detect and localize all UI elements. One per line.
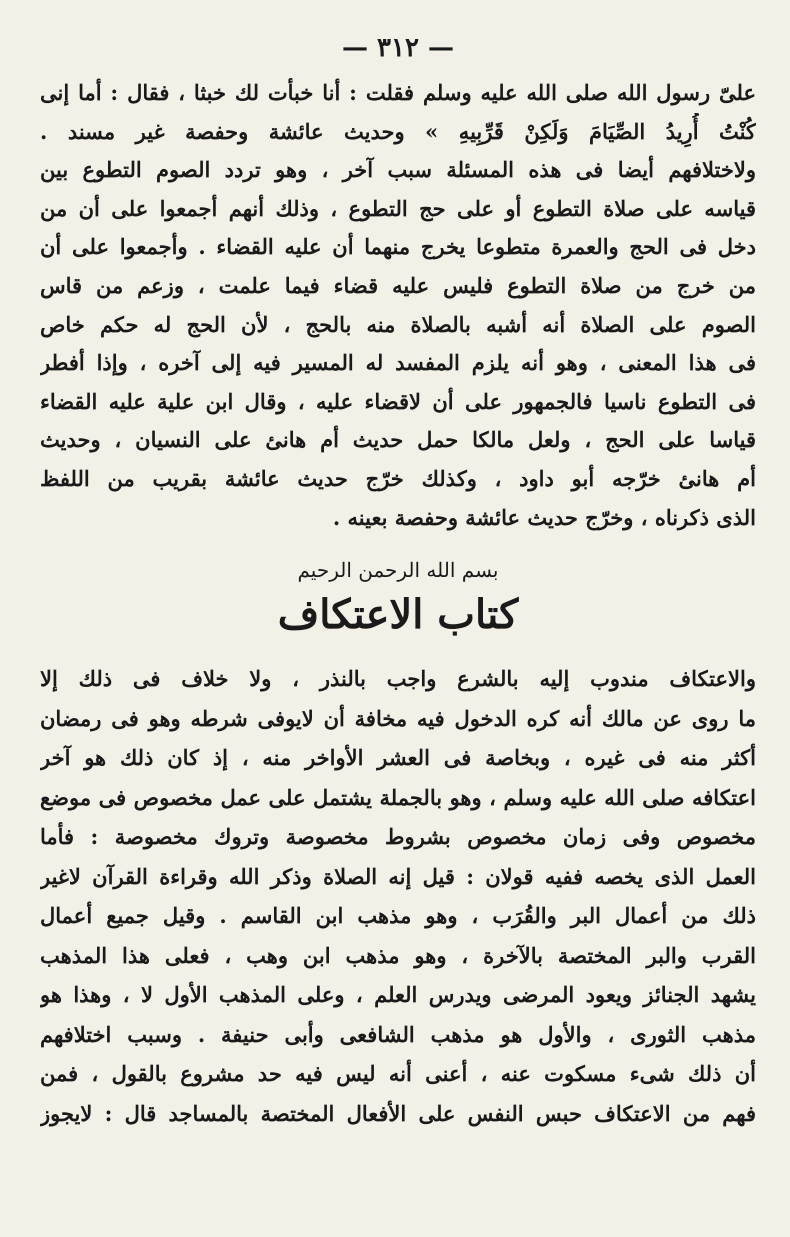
text-line: كُنْتُ أُرِيدُ الصِّيَامَ وَلَكِنْ قَرِّبِيهِ » وحديث عائشة وحفصة غير مسند . — [40, 118, 756, 144]
text-line: فهم من الاعتكاف حبس النفس على الأفعال المختصة بالمساجد قال : لايجوز — [40, 1100, 756, 1126]
text-line: ولاختلافهم أيضا فى هذه المسئلة سبب آخر ، وهو تردد الصوم التطوع بين — [40, 157, 756, 183]
text-line: فى التطوع ناسيا فالجمهور على أن لاقضاء عليه ، وقال ابن علية عليه القضاء — [40, 388, 756, 414]
page-number: — ٣١٢ — — [341, 33, 455, 63]
basmala: بسم الله الرحمن الرحيم — [297, 558, 499, 583]
text-line: الصوم على الصلاة أنه أشبه بالصلاة منه بالحج ، لأن الحج له حكم خاص — [40, 311, 756, 337]
text-line: اعتكافه صلى الله عليه وسلم ، وهو بالجملة يشتمل على عمل مخصوص فى موضع — [40, 784, 756, 810]
text-line: يشهد الجنائز ويعود المرضى ويدرس العلم ، وعلى المذهب الأول لا ، وهذا هو — [40, 982, 756, 1008]
text-line: والاعتكاف مندوب إليه بالشرع واجب بالنذر ، ولا خلاف فى ذلك إلا — [40, 666, 756, 692]
text-line: الذى ذكرناه ، وخرّج حديث عائشة وحفصة بعينه . — [332, 504, 756, 530]
text-line: القرب والبر المختصة بالآخرة ، وهو مذهب ابن وهب ، فعلى هذا المذهب — [40, 942, 756, 968]
text-line: فى هذا المعنى ، وهو أنه يلزم المفسد له المسير فيه إلى آخره ، وإذا أفطر — [40, 350, 756, 376]
text-line: دخل فى الحج والعمرة متطوعا يخرج منهما أن عليه القضاء . وأجمعوا على أن — [40, 234, 756, 260]
chapter-title: كتاب الاعتكاف — [277, 591, 519, 639]
text-line: العمل الذى يخصه ففيه قولان : قيل إنه الصلاة وذكر الله وقراءة القرآن لاغير — [40, 863, 756, 889]
text-line: مذهب الثورى ، والأول هو مذهب الشافعى وأبى حنيفة . وسبب اختلافهم — [40, 1021, 756, 1047]
text-line: أكثر منه فى غيره ، وبخاصة فى العشر الأواخر منه ، إذ كان ذلك هو آخر — [40, 745, 756, 771]
text-line: مخصوص وفى زمان مخصوص بشروط مخصوصة وتروك مخصوصة : فأما — [40, 824, 756, 850]
text-line: علىّ رسول الله صلى الله عليه وسلم فقلت : أنا خبأت لك خبثا ، فقال : أما إنى — [40, 80, 756, 105]
itikaf-section-text — [40, 659, 756, 1133]
text-line: ذلك من أعمال البر والقُرَب ، وهو مذهب ابن القاسم . وقيل جميع أعمال — [40, 903, 756, 929]
fasting-section-text — [40, 74, 756, 537]
text-line: ما روى عن مالك أنه كره الدخول فيه مخافة أن لايوفى شرطه وهو فى رمضان — [40, 705, 756, 731]
text-line: من خرج من صلاة التطوع فليس عليه قضاء فيما علمت ، وزعم من قاس — [40, 272, 756, 298]
text-line: أن ذلك شىء مسكوت عنه ، أعنى أنه ليس فيه حد مشروع بالقول ، فمن — [40, 1061, 756, 1087]
text-line: قياسا على الحج ، ولعل مالكا حمل حديث أم هانئ على النسيان ، وحديث — [40, 427, 756, 453]
text-line: أم هانئ خرّجه أبو داود ، وكذلك خرّج حديث عائشة بقريب من اللفظ — [40, 465, 756, 491]
text-line: قياسه على صلاة التطوع أو على حج التطوع ، وذلك أنهم أجمعوا على أن من — [40, 195, 756, 221]
book-page — [40, 28, 756, 1218]
